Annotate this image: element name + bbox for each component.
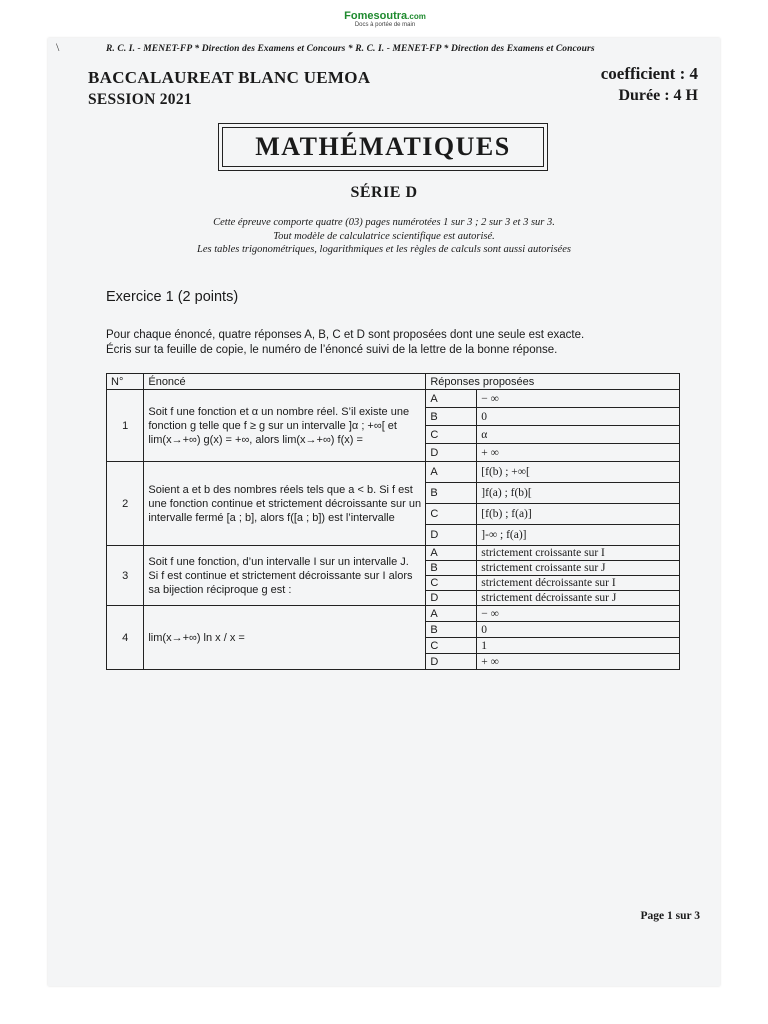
answer-letter: B	[426, 483, 477, 504]
answer-value: α	[477, 426, 680, 444]
serie-title: SÉRIE D	[350, 184, 418, 201]
subject-box	[218, 123, 548, 171]
exam-page	[48, 38, 720, 986]
intro-line: Écris sur ta feuille de copie, le numéro de l’énoncé suivi de la lettre de la bonne réponse.	[106, 344, 558, 356]
logo-name: Fomesoutra.com	[344, 10, 426, 22]
note-line: Tout modèle de calculatrice scientifique est autorisé.	[273, 230, 495, 242]
header-reponses: Réponses proposées	[426, 374, 680, 390]
question-number: 3	[107, 546, 144, 606]
answer-value: ]f(a) ; f(b)[	[477, 483, 680, 504]
answer-letter: D	[426, 444, 477, 462]
answer-letter: D	[426, 654, 477, 670]
exercise-intro	[106, 328, 686, 358]
answer-letter: A	[426, 390, 477, 408]
answer-letter: C	[426, 576, 477, 591]
exam-title: BACCALAUREAT BLANC UEMOA	[88, 68, 371, 87]
answer-letter: C	[426, 504, 477, 525]
answer-value: − ∞	[477, 390, 680, 408]
table-row	[107, 546, 680, 561]
answer-letter: C	[426, 426, 477, 444]
question-statement: Soit f une fonction et α un nombre réel. S’il existe une fonction g telle que f ≥ g sur un intervalle ]α ; +∞[ et lim(x→+∞) g(x) = +∞, alors lim(x→+∞) f(x) =	[144, 390, 426, 462]
answer-value: [f(b) ; f(a)]	[477, 504, 680, 525]
answer-value: ]-∞ ; f(a)]	[477, 525, 680, 546]
answer-value: − ∞	[477, 606, 680, 622]
header-num: N°	[107, 374, 144, 390]
answer-value: + ∞	[477, 444, 680, 462]
intro-line: Pour chaque énoncé, quatre réponses A, B, C et D sont proposées dont une seule est exacte.	[106, 329, 585, 341]
exercise-title: Exercice 1 (2 points)	[106, 289, 239, 305]
answer-letter: B	[426, 408, 477, 426]
ministry-header: R. C. I. - MENET-FP * Direction des Examens et Concours * R. C. I. - MENET-FP * Direction des Examens et Concours	[106, 44, 595, 54]
page-number: Page 1 sur 3	[640, 910, 700, 922]
exam-notes	[48, 216, 720, 257]
question-statement: Soient a et b des nombres réels tels que a < b. Si f est une fonction continue et strictement décroissante sur un intervalle fermé [a ; b], alors f([a ; b]) est l’intervalle	[144, 462, 426, 546]
answer-value: + ∞	[477, 654, 680, 670]
logo-tagline: Docs à portée de main	[354, 22, 416, 28]
answer-letter: D	[426, 591, 477, 606]
site-logo	[330, 10, 440, 28]
question-number: 1	[107, 390, 144, 462]
question-number: 4	[107, 606, 144, 670]
header-enonce: Énoncé	[144, 374, 426, 390]
exam-duration: Durée : 4 H	[618, 87, 698, 104]
answer-value: strictement croissante sur J	[477, 561, 680, 576]
answer-value: 0	[477, 408, 680, 426]
qcm-table	[106, 373, 680, 670]
answer-value: [f(b) ; +∞[	[477, 462, 680, 483]
table-row	[107, 462, 680, 483]
answer-letter: B	[426, 622, 477, 638]
exam-session: SESSION 2021	[88, 91, 192, 108]
table-row	[107, 390, 680, 408]
answer-value: 1	[477, 638, 680, 654]
answer-value: 0	[477, 622, 680, 638]
answer-value: strictement décroissante sur J	[477, 591, 680, 606]
answer-letter: A	[426, 462, 477, 483]
answer-letter: B	[426, 561, 477, 576]
question-statement: Soit f une fonction, d’un intervalle I sur un intervalle J. Si f est continue et strictement décroissante sur I alors sa bijection réciproque g est :	[144, 546, 426, 606]
table-header-row	[107, 374, 680, 390]
note-line: Cette épreuve comporte quatre (03) pages numérotées 1 sur 3 ; 2 sur 3 et 3 sur 3.	[213, 217, 555, 228]
note-line: Les tables trigonométriques, logarithmiques et les règles de calculs sont aussi autorisées	[197, 244, 571, 255]
table-row	[107, 606, 680, 622]
staple-mark: \	[56, 40, 60, 54]
answer-letter: D	[426, 525, 477, 546]
question-statement: lim(x→+∞) ln x / x =	[144, 606, 426, 670]
answer-letter: A	[426, 546, 477, 561]
question-number: 2	[107, 462, 144, 546]
answer-value: strictement décroissante sur I	[477, 576, 680, 591]
answer-letter: C	[426, 638, 477, 654]
answer-letter: A	[426, 606, 477, 622]
subject-title: MATHÉMATIQUES	[222, 127, 544, 167]
exam-coefficient: coefficient : 4	[600, 64, 698, 83]
answer-value: strictement croissante sur I	[477, 546, 680, 561]
